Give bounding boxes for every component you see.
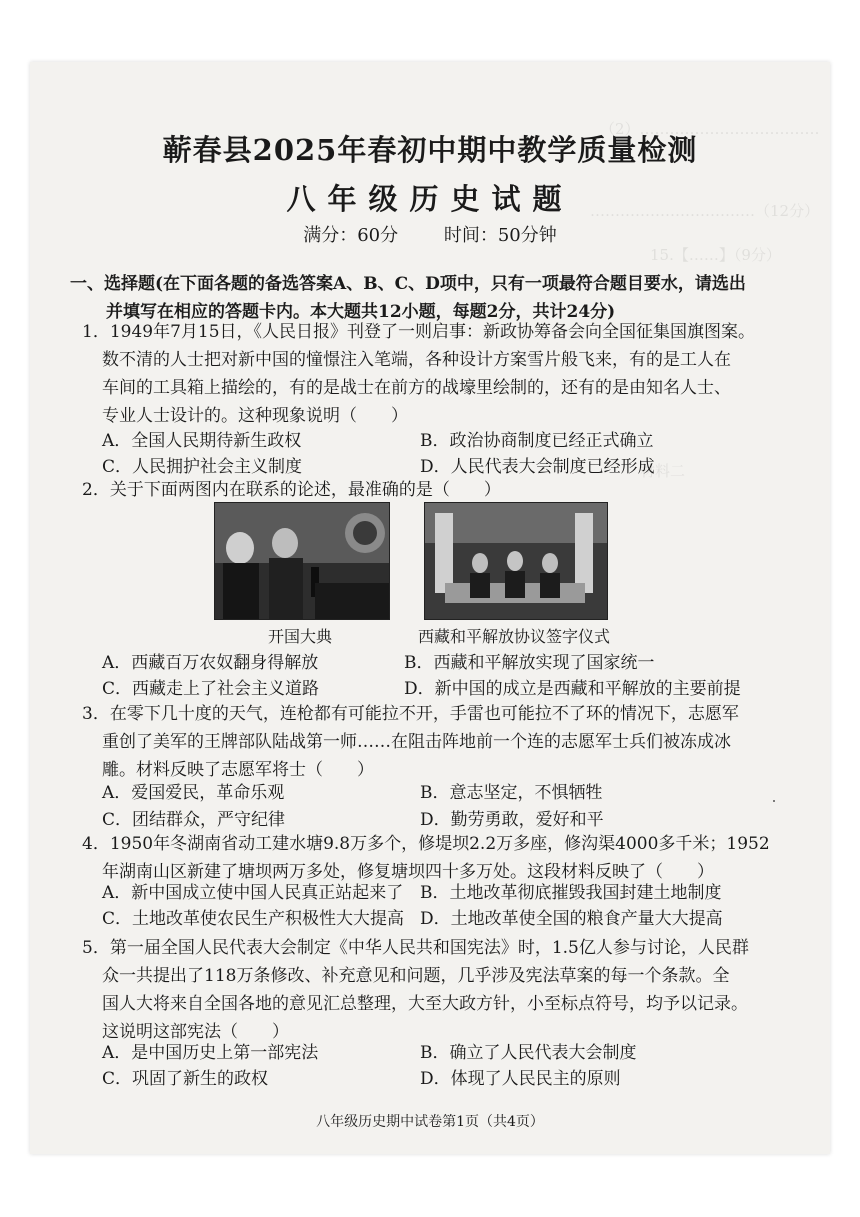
question-line: 1．1949年7月15日，《人民日报》刊登了一则启事：新政协筹备会向全国征集国旗图案。: [82, 322, 756, 342]
question-line: 数不清的人士把对新中国的憧憬注入笔端，各种设计方案雪片般飞来，有的是工人在: [102, 350, 731, 370]
question-2: [82, 476, 772, 504]
option-d[interactable]: D．勤劳勇敢，爱好和平: [420, 810, 604, 830]
exam-meta: [0, 221, 860, 247]
question-line: 众一共提出了118万条修改、补充意见和问题，几乎涉及宪法草案的每一个条款。全: [102, 966, 730, 986]
option-c[interactable]: C．巩固了新生的政权: [102, 1069, 269, 1089]
option-b[interactable]: B．意志坚定，不惧牺牲: [420, 783, 603, 803]
photo-caption-tibet: 西藏和平解放协议签字仪式: [418, 627, 611, 646]
question-5: [82, 934, 772, 1046]
option-c[interactable]: C．人民拥护社会主义制度: [102, 457, 303, 477]
question-line: 这说明这部宪法（ ）: [102, 1022, 289, 1042]
option-c[interactable]: C．团结群众，严守纪律: [102, 810, 286, 830]
option-b[interactable]: B．确立了人民代表大会制度: [420, 1043, 637, 1063]
section-line-2: 并填写在相应的答题卡内。本大题共12小题，每题2分，共计24分): [106, 302, 616, 322]
exam-subtitle: 八年级历史试题: [286, 182, 574, 216]
option-b[interactable]: B．政治协商制度已经正式确立: [420, 431, 654, 451]
option-b[interactable]: B．西藏和平解放实现了国家统一: [404, 653, 655, 673]
question-line: 专业人士设计的。这种现象说明（ ）: [102, 406, 408, 426]
question-line: 车间的工具箱上描绘的，有的是战士在前方的战壕里绘制的，还有的是由知名人士、: [102, 378, 731, 398]
option-d[interactable]: D．体现了人民民主的原则: [420, 1069, 621, 1089]
question-line: 4．1950年冬湖南省动工建水塘9.8万多个，修堤坝2.2万多座，修沟渠4000多千米；1952: [82, 834, 770, 854]
option-b[interactable]: B．土地改革彻底摧毁我国封建土地制度: [420, 883, 722, 903]
photo-caption-founding: 开国大典: [268, 627, 333, 646]
question-1: [82, 318, 772, 430]
question-line: 国人大将来自全国各地的意见汇总整理，大至大政方针，小至标点符号，均予以记录。: [102, 994, 748, 1014]
option-a[interactable]: A．是中国历史上第一部宪法: [102, 1043, 319, 1063]
question-3: [82, 700, 772, 784]
option-a[interactable]: A．西藏百万农奴翻身得解放: [102, 653, 319, 673]
option-a[interactable]: A．全国人民期待新生政权: [102, 431, 302, 451]
option-c[interactable]: C．西藏走上了社会主义道路: [102, 679, 320, 699]
tibet-agreement-photo-art: [425, 503, 607, 619]
scan-speck: [773, 800, 775, 802]
option-d[interactable]: D．人民代表大会制度已经形成: [420, 457, 655, 477]
question-line: 雕。材料反映了志愿军将士（ ）: [102, 760, 374, 780]
option-a[interactable]: A．爱国爱民，革命乐观: [102, 783, 285, 803]
founding-ceremony-photo-art: [215, 503, 389, 619]
question-4: [82, 830, 772, 886]
option-a[interactable]: A．新中国成立使中国人民真正站起来了: [102, 883, 404, 903]
bleed-through-text: 15.【……】（9分）: [650, 246, 781, 264]
exam-title: 蕲春县2025年春初中期中教学质量检测: [162, 133, 698, 167]
bleed-through-text: （2）………………………………: [600, 120, 820, 138]
tibet-agreement-photo: [424, 502, 608, 620]
page-footer: 八年级历史期中试卷第1页（共4页）: [316, 1114, 544, 1130]
bleed-through-text: ……………………………（12分）: [590, 202, 820, 220]
question-line: 重创了美军的王牌部队陆战第一师……在阻击阵地前一个连的志愿军士兵们被冻成冰: [102, 732, 731, 752]
section-line-1: 一、选择题(在下面各题的备选答案A、B、C、D项中，只有一项最符合题目要水，请选出: [70, 274, 746, 294]
exam-time: 时间：50分钟: [443, 225, 557, 246]
question-line: 5．第一届全国人民代表大会制定《中华人民共和国宪法》时，1.5亿人参与讨论，人民群: [82, 938, 749, 958]
question-line: 3．在零下几十度的天气，连枪都有可能拉不开，手雷也可能拉不了环的情况下，志愿军: [82, 704, 739, 724]
bleed-through-table: 材料二: [640, 462, 686, 480]
question-line: 2．关于下面两图内在联系的论述，最准确的是（ ）: [82, 480, 501, 500]
option-d[interactable]: D．土地改革使全国的粮食产量大大提高: [420, 909, 723, 929]
option-d[interactable]: D．新中国的成立是西藏和平解放的主要前提: [404, 679, 741, 699]
full-score: 满分：60分: [303, 225, 399, 246]
question-line: 年湖南山区新建了塘坝两万多处，修复塘坝四十多万处。这段材料反映了（ ）: [102, 862, 714, 882]
option-c[interactable]: C．土地改革使农民生产积极性大大提高: [102, 909, 405, 929]
founding-ceremony-photo: [214, 502, 390, 620]
